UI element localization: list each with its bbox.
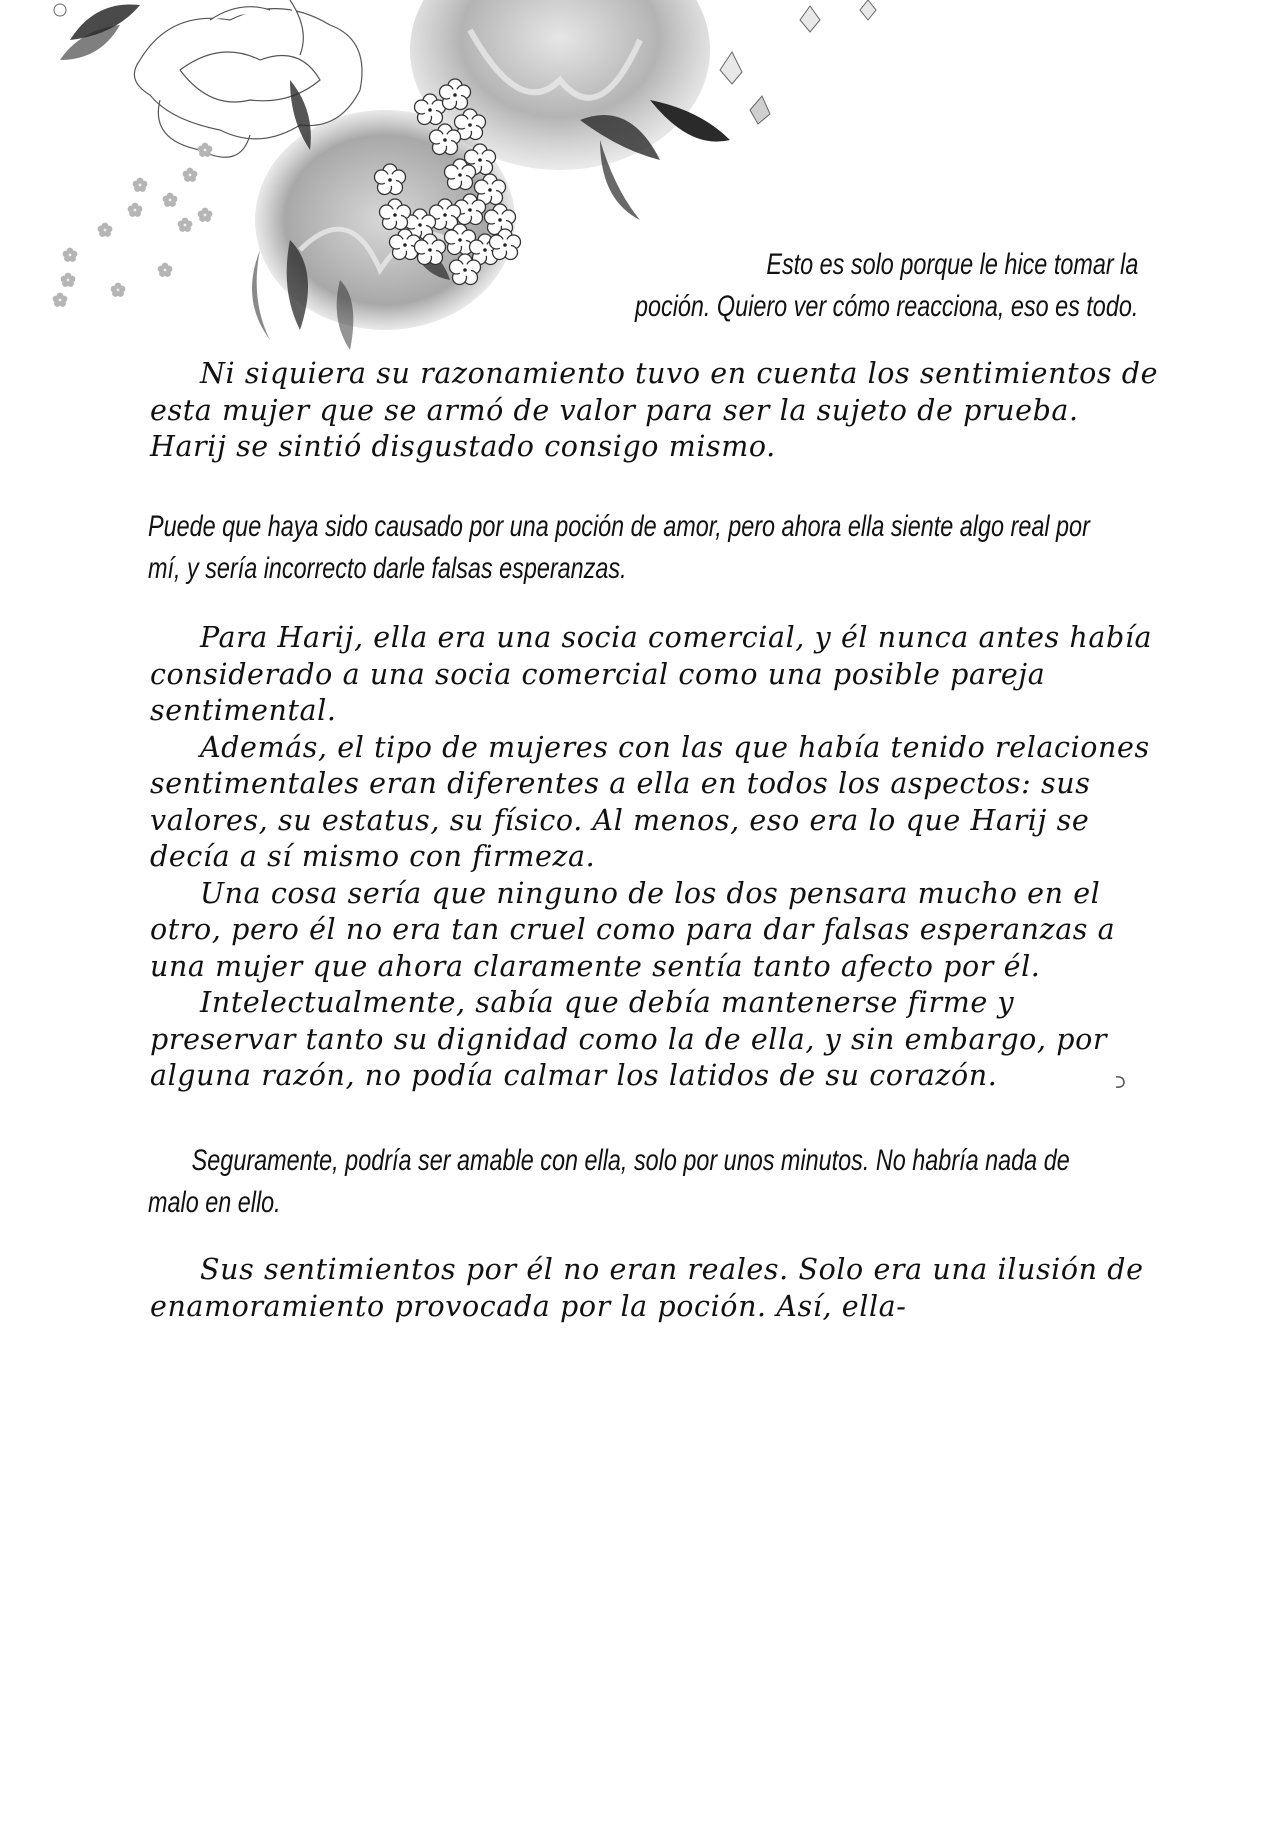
thought-3: [148, 1140, 1070, 1224]
paragraph-last: [150, 1252, 1160, 1325]
thought-3-line-2: malo en ello.: [148, 1186, 281, 1219]
stray-mark-icon: [1113, 1074, 1127, 1090]
paragraph-text: Una cosa sería que ninguno de los dos pensara mucho en el otro, pero él no era tan cruel como para dar falsas esperanzas a una mujer que ahora claramente sentía tanto afecto por él.: [150, 876, 1116, 983]
paragraph-text: Sus sentimientos por él no eran reales. Solo era una ilusión de enamoramiento provocada por la poción. Así, ella-: [150, 1253, 1144, 1323]
paragraph-text: Intelectualmente, sabía que debía mantenerse firme y preservar tanto su dignidad como la de ella, y sin embargo, por alguna razón, no podía calmar los latidos de su corazón.: [150, 986, 1108, 1092]
paragraph-1: [150, 356, 1160, 466]
paragraph-text: Además, el tipo de mujeres con las que había tenido relaciones sentimentales eran diferentes a ella en todos los aspectos: sus valores, su estatus, su físico. Al menos, eso era lo que Harij se decía a sí mismo con firmeza.: [150, 730, 1150, 873]
thought-top-line-2: poción. Quiero ver cómo reacciona, eso es todo.: [634, 290, 1138, 323]
thought-3-line-1: Seguramente, podría ser amable con ella, solo por unos minutos. No habría nada de: [191, 1144, 1070, 1177]
thought-2: [148, 506, 1090, 590]
paragraph-text: Para Harij, ella era una socia comercial, y él nunca antes había considerado a una socia comercial como una posible pareja sentimental.: [150, 621, 1153, 727]
thought-top: [635, 244, 1138, 328]
paragraphs-block: [150, 620, 1160, 1095]
paragraph-text: Ni siquiera su razonamiento tuvo en cuenta los sentimientos de esta mujer que se armó de valor para ser la sujeto de prueba. Harij se sintió disgustado consigo mismo.: [150, 357, 1159, 463]
thought-2-line-1: Puede que haya sido causado por una poción de amor, pero ahora ella siente algo real por: [148, 510, 1090, 543]
thought-2-line-2: mí, y sería incorrecto darle falsas esperanzas.: [148, 552, 627, 585]
thought-top-line-1: Esto es solo porque le hice tomar la: [765, 248, 1138, 281]
